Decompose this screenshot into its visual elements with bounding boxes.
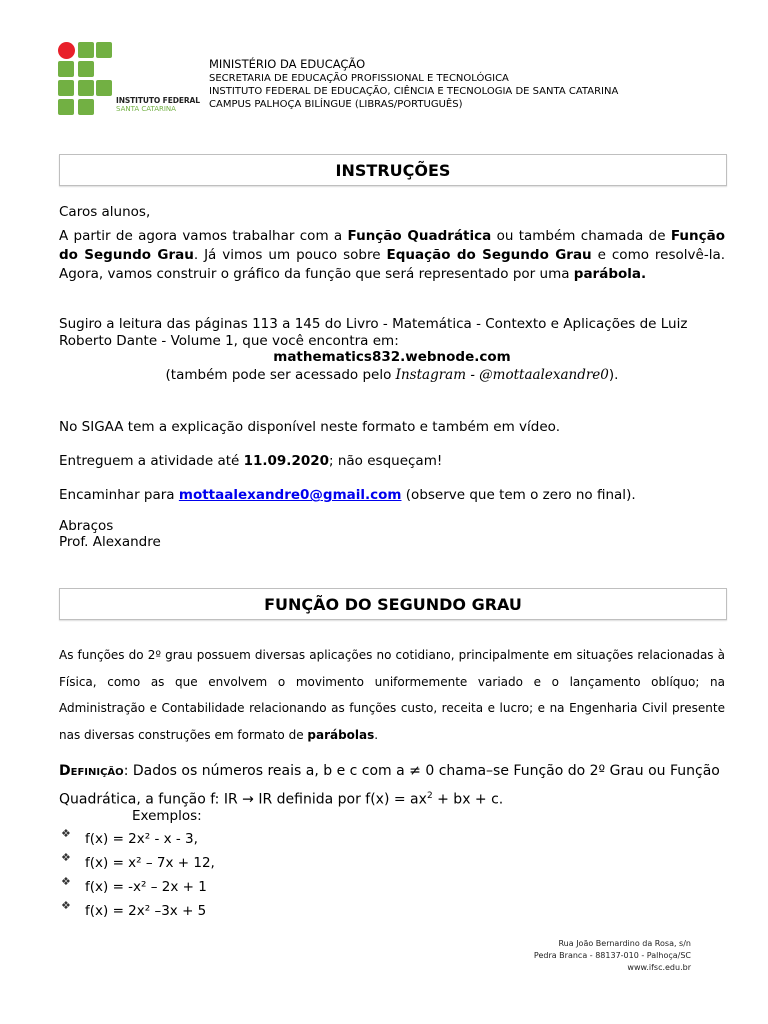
paragraph-email: Encaminhar para mottaalexandre0@gmail.com (observe que tem o zero no final). — [59, 487, 636, 503]
paragraph-deadline: Entreguem a atividade até 11.09.2020; não esqueçam! — [59, 453, 443, 469]
example-item: f(x) = 2x² - x - 3, — [85, 831, 198, 847]
paragraph-intro: A partir de agora vamos trabalhar com a Função Quadrática ou também chamada de Função do Segundo Grau. Já vimos um pouco sobre Equação do Segundo Grau e como resolvê-la. Agora, vamos construir o gráfico da função que será representado por uma parábola. — [59, 228, 726, 282]
deadline-date: 11.09.2020 — [243, 453, 330, 469]
bullet-icon: ❖ — [61, 899, 71, 912]
bullet-icon: ❖ — [61, 875, 71, 888]
header-line1: MINISTÉRIO DA EDUCAÇÃO — [209, 57, 366, 71]
email-link[interactable]: mottaalexandre0@gmail.com — [178, 487, 402, 503]
logo-red-dot — [58, 42, 75, 59]
greeting: Caros alunos, — [59, 204, 151, 220]
section-intro: As funções do 2º grau possuem diversas aplicações no cotidiano, principalmente em situações relacionadas à Física, como as que envolvem o movimento uniformemente variado e o lançamento oblíquo; na Administração e Contabilidade relacionando as funções custo, receita e lucro; e na Engenharia Civil presente nas diversas construções em formato de parábolas. — [59, 648, 725, 742]
footer-address: Rua João Bernardino da Rosa, s/n Pedra Branca - 88137-010 - Palhoça/SC www.ifsc.edu.br — [533, 939, 691, 972]
examples-label: Exemplos: — [132, 808, 202, 824]
paragraph-sigaa: No SIGAA tem a explicação disponível neste formato e também em vídeo. — [59, 419, 560, 435]
logo-name-line2: SANTA CATARINA — [116, 105, 176, 113]
example-item: f(x) = x² – 7x + 12, — [85, 855, 215, 871]
instagram-note: (também pode ser acessado pelo Instagram - @mottaalexandre0). — [165, 367, 619, 383]
bullet-icon: ❖ — [61, 827, 71, 840]
header-line2: SECRETARIA DE EDUCAÇÃO PROFISSIONAL E TECNOLÓGICA — [209, 73, 509, 84]
example-item: f(x) = -x² – 2x + 1 — [85, 879, 207, 895]
definition: Definição: Dados os números reais a, b e c com a ≠ 0 chama–se Função do 2º Grau ou Função Quadrática, a função f: IR → IR definida por $f(x) = ax^2$ + bx + c. — [59, 763, 720, 808]
example-item: f(x) = 2x² –3x + 5 — [85, 903, 207, 919]
paragraph-reading: Sugiro a leitura das páginas 113 a 145 do Livro - Matemática - Contexto e Aplicações de Luiz Roberto Dante - Volume 1, que você encontra em: — [59, 316, 688, 349]
definition-label: Definição — [59, 763, 124, 779]
section-title: FUNÇÃO DO SEGUNDO GRAU — [59, 588, 727, 620]
header-line3: INSTITUTO FEDERAL DE EDUCAÇÃO, CIÊNCIA E TECNOLOGIA DE SANTA CATARINA — [209, 86, 619, 97]
instructions-title: INSTRUÇÕES — [59, 154, 727, 186]
institution-header — [209, 58, 618, 111]
bullet-icon: ❖ — [61, 851, 71, 864]
header-line4: CAMPUS PALHOÇA BILÍNGUE (LIBRAS/PORTUGUÊS) — [209, 99, 463, 110]
signature: Abraços Prof. Alexandre — [59, 518, 161, 550]
logo-name-line1: INSTITUTO FEDERAL — [116, 96, 200, 105]
ifsc-logo — [58, 42, 200, 118]
site-link[interactable]: mathematics832.webnode.com — [273, 349, 511, 365]
